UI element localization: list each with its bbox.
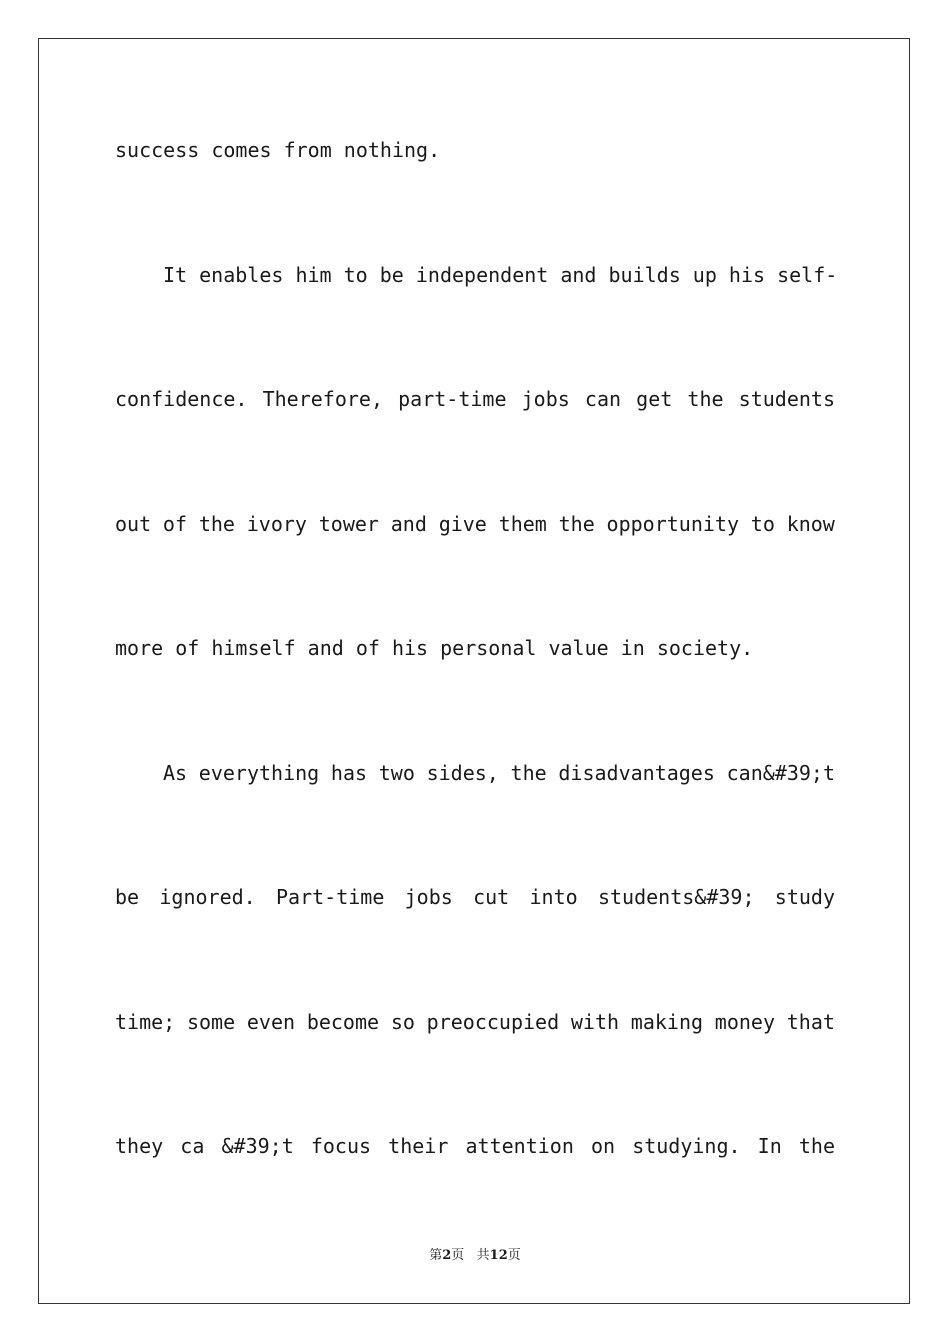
word: can — [584, 387, 622, 411]
word: and — [390, 512, 427, 536]
word: confidence. — [115, 387, 248, 411]
word: preoccupied — [426, 1010, 560, 1034]
word: the — [198, 512, 235, 536]
word: they — [115, 1134, 164, 1158]
word: cut — [473, 885, 510, 909]
word: of — [162, 512, 188, 536]
page-number-footer — [0, 1248, 950, 1264]
word: two — [378, 761, 415, 785]
word: the — [558, 512, 595, 536]
page-frame — [38, 38, 910, 1304]
text-line-6 — [115, 761, 835, 785]
text-line-1: success comes from nothing. — [115, 138, 441, 162]
current-page-number: 2 — [442, 1248, 452, 1263]
word: even — [246, 1010, 296, 1034]
word: time; — [115, 1010, 176, 1034]
word: with — [570, 1010, 620, 1034]
word: focus — [310, 1134, 372, 1158]
word: opportunity — [606, 512, 739, 536]
word: disadvantages — [558, 761, 715, 785]
text-line-5: more of himself and of his personal value in society. — [115, 636, 754, 660]
word: ignored. — [159, 885, 256, 909]
word: study — [774, 885, 835, 909]
word: that — [786, 1010, 835, 1034]
word: In — [757, 1134, 782, 1158]
word: the — [687, 387, 724, 411]
word: sides, — [426, 761, 499, 785]
word: so — [390, 1010, 415, 1034]
word: jobs — [521, 387, 570, 411]
word: into — [529, 885, 578, 909]
word: can&#39;t — [726, 761, 835, 785]
word: students — [738, 387, 835, 411]
text-line-2: It enables him to be independent and builds up his self- — [163, 263, 838, 287]
word: tower — [318, 512, 379, 536]
word: the — [510, 761, 547, 785]
text-line-9 — [115, 1134, 835, 1158]
text-line-7 — [115, 885, 835, 909]
text-line-4 — [115, 512, 835, 536]
word: making — [630, 1010, 704, 1034]
word: the — [798, 1134, 835, 1158]
word: become — [306, 1010, 380, 1034]
word: everything — [198, 761, 320, 785]
word: them — [498, 512, 547, 536]
word: attention — [465, 1134, 574, 1158]
word: some — [186, 1010, 236, 1034]
word: has — [330, 761, 368, 785]
total-page-count: 12 — [489, 1248, 508, 1263]
word: on — [590, 1134, 616, 1158]
word: Therefore, — [262, 387, 383, 411]
word: ca — [180, 1134, 205, 1158]
word: money — [714, 1010, 775, 1034]
word: As — [163, 761, 188, 785]
text-line-8 — [115, 1010, 835, 1034]
word: studying. — [632, 1134, 741, 1158]
footer-suffix: 页 — [507, 1248, 521, 1263]
footer-middle: 页 共 — [451, 1248, 490, 1263]
text-line-3 — [115, 387, 835, 411]
word: out — [115, 512, 152, 536]
word: get — [636, 387, 673, 411]
word: be — [115, 885, 140, 909]
footer-prefix: 第 — [429, 1248, 443, 1263]
word: give — [438, 512, 487, 536]
word: know — [786, 512, 835, 536]
word: their — [388, 1134, 449, 1158]
word: jobs — [404, 885, 453, 909]
word: &#39;t — [221, 1134, 294, 1158]
word: ivory — [246, 512, 307, 536]
word: part-time — [398, 387, 507, 411]
word: to — [750, 512, 775, 536]
word: Part-time — [275, 885, 385, 909]
word: students&#39; — [597, 885, 755, 909]
